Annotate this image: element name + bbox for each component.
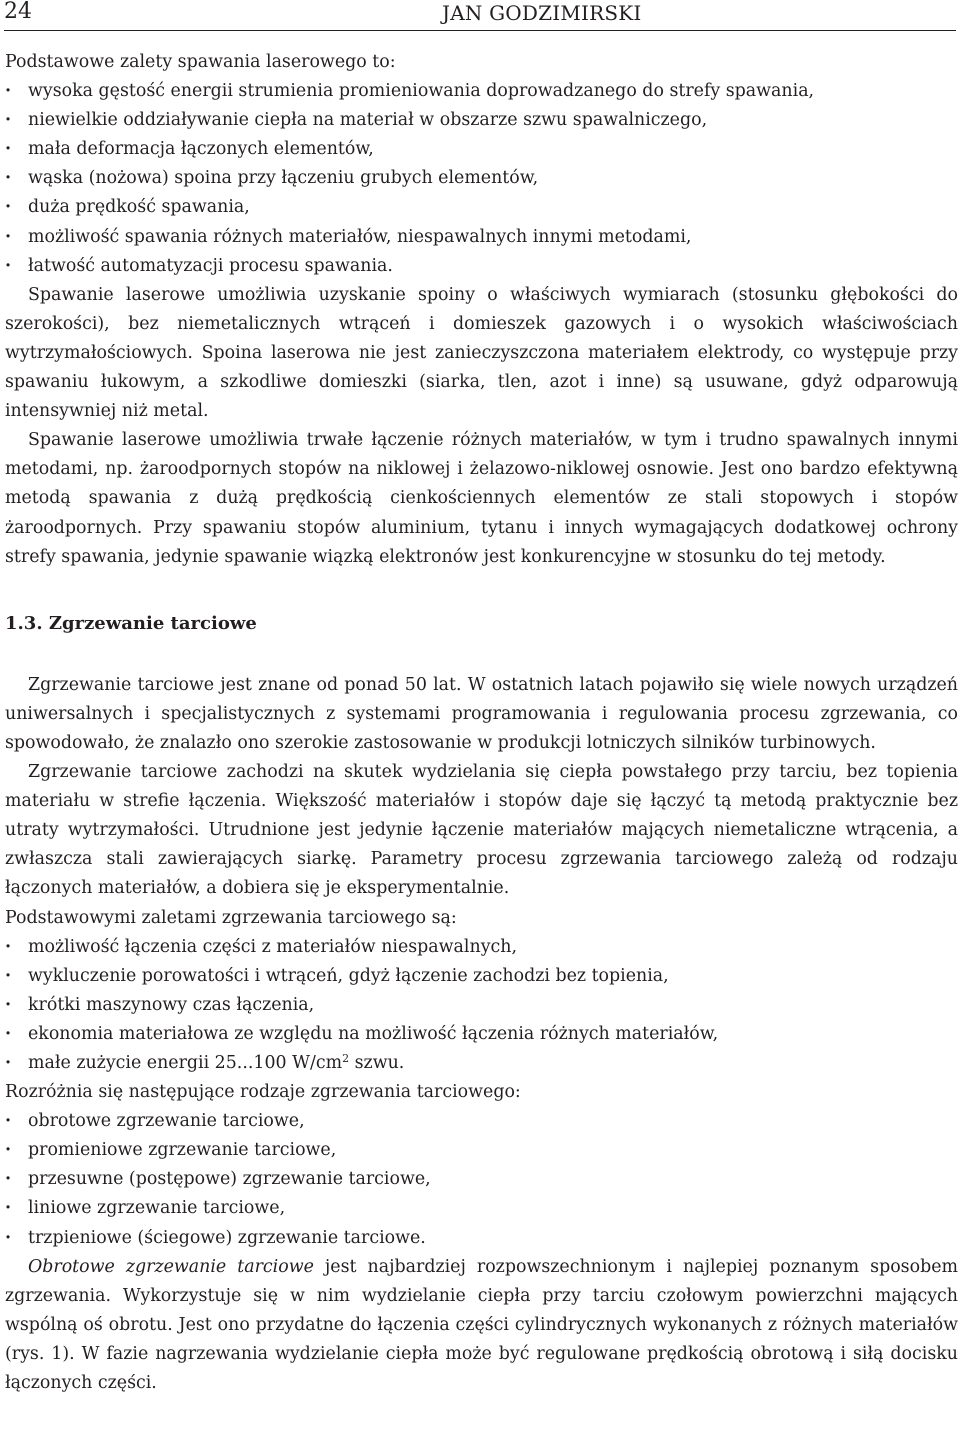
list-item: · trzpieniowe (ściegowe) zgrzewanie tarciowe. [5,1224,958,1253]
list-item: · promieniowe zgrzewanie tarciowe, [5,1136,958,1165]
rotary-paragraph [5,1253,958,1398]
list-item: · duża prędkość spawania, [5,193,958,222]
list-item: · wykluczenie porowatości i wtrąceń, gdyż łączenie zachodzi bez topienia, [5,962,958,991]
friction-advantages-intro: Podstawowymi zaletami zgrzewania tarciowego są: [5,907,457,928]
rotary-text: jest najbardziej rozpowszechnionym i najlepiej poznanym sposobem zgrzewania. Wykorzystuje się w nim wydzielanie ciepła przy tarciu czołowym powierzchni mających wspólną oś obrotu. Jest ono przydatne do łączenia części cylindrycznych wykonanych z różnych materiałów (rys. 1). W fazie nagrzewania wydzielanie ciepła może być regulowane prędkością obrotową i siłą docisku łączonych części. [5,1256,958,1394]
friction-types-list [5,1107,958,1252]
superscript: 2 [342,1052,350,1065]
running-header [4,0,956,31]
list-item: · możliwość łączenia części z materiałów niespawalnych, [5,933,958,962]
list-item: · możliwość spawania różnych materiałów, niespawalnych innymi metodami, [5,223,958,252]
laser-advantages-intro: Podstawowe zalety spawania laserowego to: [5,52,396,72]
section-title: Zgrzewanie tarciowe [48,612,257,634]
list-item: · wąska (nożowa) spoina przy łączeniu grubych elementów, [5,164,958,193]
list-item: · krótki maszynowy czas łączenia, [5,991,958,1020]
list-item: · łatwość automatyzacji procesu spawania. [5,252,958,281]
friction-types-intro: Rozróżnia się następujące rodzaje zgrzewania tarciowego: [5,1082,521,1103]
running-header-author: JAN GODZIMIRSKI [442,1,642,25]
section-heading [5,609,958,638]
friction-paragraph-2: Zgrzewanie tarciowe zachodzi na skutek wydzielania się ciepła powstałego przy tarciu, bez topienia materiału w strefie łączenia. Większość materiałów i stopów daje się łączyć tą metodą praktycznie bez utraty wytrzymałości. Utrudnione jest jedynie łączenie materiałów mających niemetaliczne wtrącenia, a zwłaszcza stali zawierających siarkę. Parametry procesu zgrzewania tarciowego zależą od rodzaju łączonych materiałów, a dobiera się je eksperymentalnie. [5,762,958,899]
laser-advantages-list [5,77,958,281]
list-item: · wysoka gęstość energii strumienia promieniowania doprowadzanego do strefy spawania, [5,77,958,106]
friction-paragraph-1: Zgrzewanie tarciowe jest znane od ponad 50 lat. W ostatnich latach pojawiło się wiele nowych urządzeń uniwersalnych i specjalistycznych z systemami programowania i regulowania procesu zgrzewania, co spowodowało, że znalazło ono szerokie zastosowanie w produkcji lotniczych silników turbinowych. [5,674,958,753]
laser-paragraph-2: Spawanie laserowe umożliwia trwałe łączenie różnych materiałów, w tym i trudno spawalnych innymi metodami, np. żaroodpornych stopów na niklowej i żelazowo-niklowej osnowie. Jest ono bardzo efektywną metodą spawania z dużą prędkością cienkościennych elementów ze stali stopowych i stopów żaroodpornych. Przy spawaniu stopów aluminium, tytanu i innych wymagających dodatkowej ochrony strefy spawania, jedynie spawanie wiązką elektronów jest konkurencyjne w stosunku do tej metody. [5,430,958,567]
list-item [5,1049,958,1078]
body-text [5,48,958,1398]
friction-advantages-list [5,933,958,1078]
list-item: · niewielkie oddziaływanie ciepła na materiał w obszarze szwu spawalniczego, [5,106,958,135]
page-number: 24 [4,0,32,24]
italic-term: Obrotowe zgrzewanie tarciowe [28,1256,314,1277]
list-item: · mała deformacja łączonych elementów, [5,135,958,164]
list-item: · obrotowe zgrzewanie tarciowe, [5,1107,958,1136]
list-item: · ekonomia materiałowa ze względu na możliwość łączenia różnych materiałów, [5,1020,958,1049]
laser-paragraph-1: Spawanie laserowe umożliwia uzyskanie spoiny o właściwych wymiarach (stosunku głębokości do szerokości), bez niemetalicznych wtrąceń i domieszek gazowych i o wysokich właściwościach wytrzymałościowych. Spoina laserowa nie jest zanieczyszczona materiałem elektrody, co występuje przy spawaniu łukowym, a szkodliwe domieszki (siarka, tlen, azot i inne) są usuwane, gdyż odparowują intensywniej niż metal. [5,284,958,422]
list-item: · przesuwne (postępowe) zgrzewanie tarciowe, [5,1165,958,1194]
section-number: 1.3. [5,612,43,634]
list-item: · liniowe zgrzewanie tarciowe, [5,1194,958,1223]
energy-text-end: szwu. [349,1053,405,1073]
energy-text: małe zużycie energii 25...100 W/cm [28,1053,343,1073]
